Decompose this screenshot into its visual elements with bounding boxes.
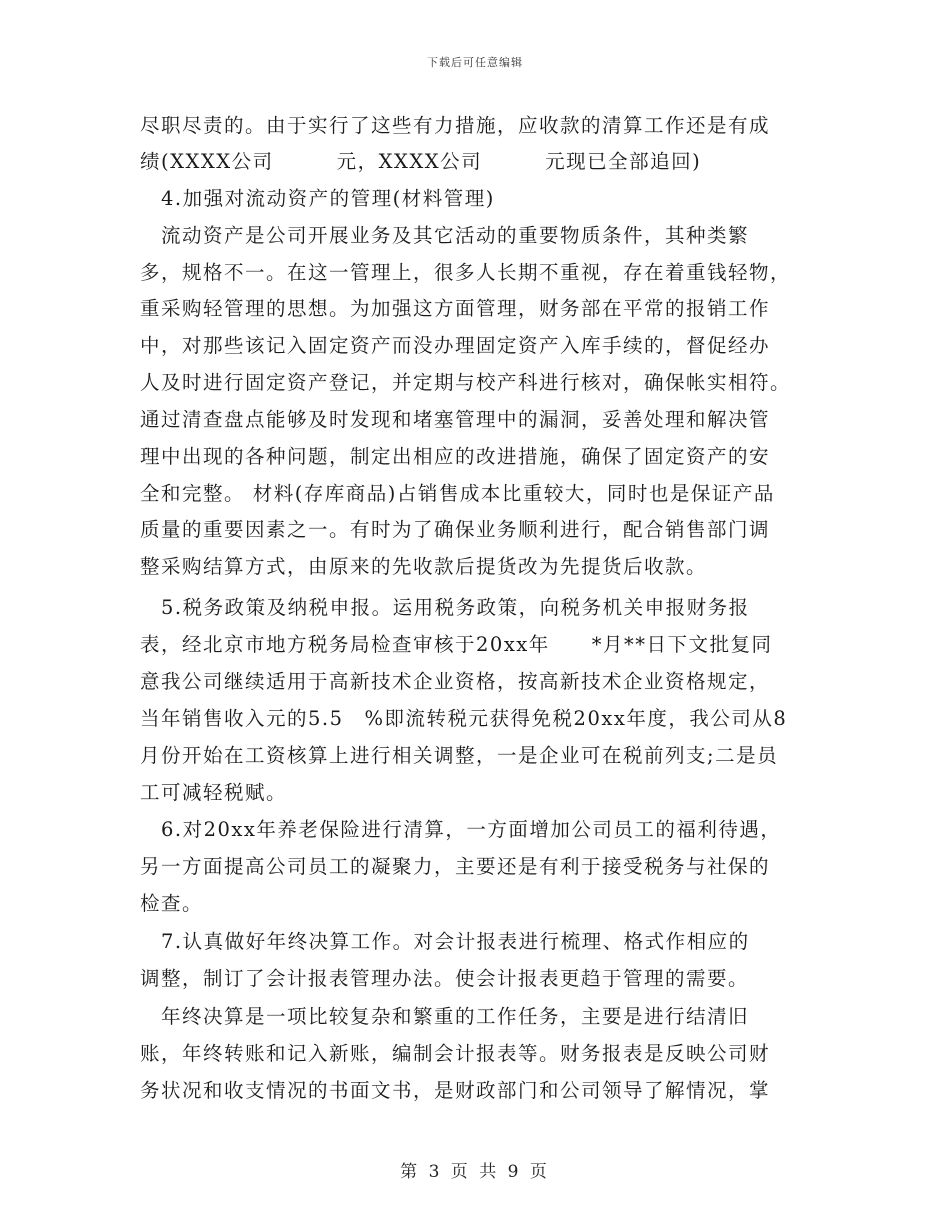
- text-line: 工可减轻税赋。: [140, 781, 288, 804]
- page-number-footer: 第 3 页 共 9 页: [400, 1162, 550, 1182]
- text-line: 账，年终转账和记入新账，编制会计报表等。财务报表是反映公司财: [140, 1042, 771, 1065]
- text-line: 理中出现的各种问题，制定出相应的改进措施，确保了固定资产的安: [140, 445, 771, 468]
- text-line: 5.税务政策及纳税申报。运用税务政策，向税务机关申报财务报: [140, 596, 750, 619]
- text-line: 流动资产是公司开展业务及其它活动的重要物质条件，其种类繁: [140, 224, 750, 247]
- text-line: 通过清查盘点能够及时发现和堵塞管理中的漏洞，妥善处理和解决管: [140, 408, 771, 431]
- text-line: 中，对那些该记入固定资产而没办理固定资产入库手续的，督促经办: [140, 334, 771, 357]
- text-line: 检查。: [140, 892, 204, 915]
- text-line: 绩(XXXX公司 元，XXXX公司 元现已全部追回): [140, 150, 702, 173]
- text-line: 4.加强对流动资产的管理(材料管理): [140, 187, 495, 210]
- text-line: 表，经北京市地方税务局检查审核于20xx年 *月**日下文批复同: [140, 633, 773, 656]
- text-line: 7.认真做好年终决算工作。对会计报表进行梳理、格式作相应的: [140, 930, 750, 953]
- text-line: 当年销售收入元的5.5 %即流转税元获得免税20xx年度，我公司从8: [140, 707, 788, 730]
- text-line: 多，规格不一。在这一管理上，很多人长期不重视，存在着重钱轻物，: [140, 261, 792, 284]
- text-line: 年终决算是一项比较复杂和繁重的工作任务，主要是进行结清旧: [140, 1005, 750, 1028]
- text-line: 务状况和收支情况的书面文书，是财政部门和公司领导了解情况，掌: [140, 1079, 771, 1102]
- text-line: 另一方面提高公司员工的凝聚力，主要还是有利于接受税务与社保的: [140, 855, 771, 878]
- text-line: 整采购结算方式，由原来的先收款后提货改为先提货后收款。: [140, 555, 708, 578]
- text-line: 调整，制订了会计报表管理办法。使会计报表更趋于管理的需要。: [140, 967, 750, 990]
- text-line: 6.对20xx年养老保险进行清算，一方面增加公司员工的福利待遇，: [140, 818, 782, 841]
- text-line: 人及时进行固定资产登记，并定期与校产科进行核对，确保帐实相符。: [140, 371, 792, 394]
- text-line: 尽职尽责的。由于实行了这些有力措施，应收款的清算工作还是有成: [140, 114, 771, 137]
- text-line: 质量的重要因素之一。有时为了确保业务顺利进行，配合销售部门调: [140, 518, 771, 541]
- page-header-note: 下载后可任意编辑: [427, 56, 523, 69]
- text-line: 全和完整。 材料(存库商品)占销售成本比重较大，同时也是保证产品: [140, 482, 775, 505]
- text-line: 意我公司继续适用于高新技术企业资格，按高新技术企业资格规定，: [140, 670, 771, 693]
- text-line: 月份开始在工资核算上进行相关调整，一是企业可在税前列支;二是员: [140, 744, 779, 767]
- text-line: 重采购轻管理的思想。为加强这方面管理，财务部在平常的报销工作: [140, 297, 771, 320]
